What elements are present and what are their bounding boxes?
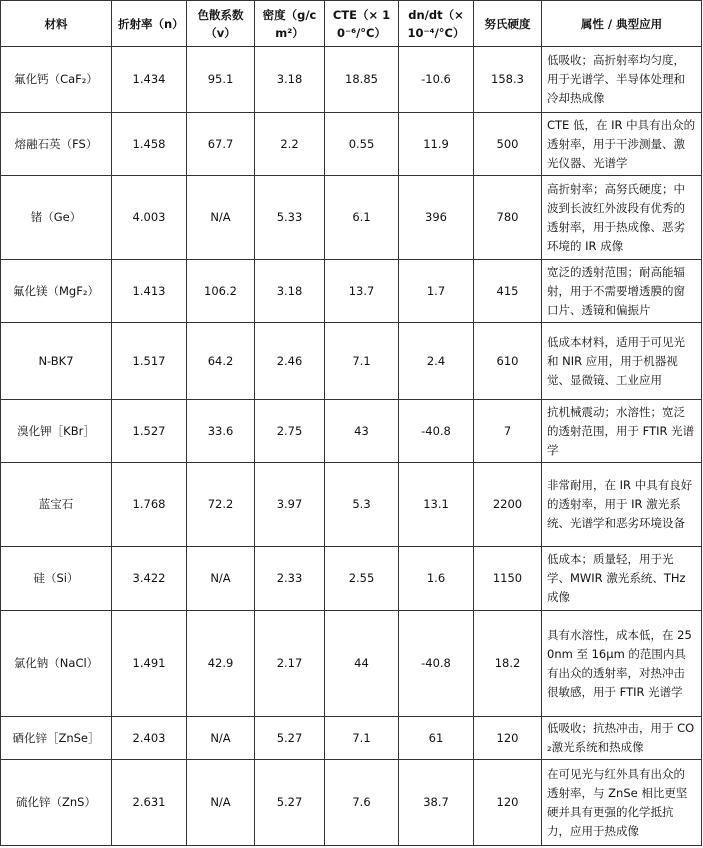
properties-cell: 低成本；质量轻，用于光学、MWIR 激光系统、THz 成像 — [542, 547, 702, 611]
cte-cell: 7.1 — [325, 323, 399, 400]
knoop-hardness-cell: 158.3 — [474, 47, 542, 113]
abbe-number-cell: 67.7 — [187, 113, 255, 176]
table-row — [1, 176, 702, 260]
dndt-cell: 13.1 — [399, 463, 474, 547]
dndt-cell: -40.8 — [399, 400, 474, 463]
refractive-index-cell: 1.517 — [112, 323, 187, 400]
header-density: 密度（g/cm²） — [255, 1, 325, 47]
knoop-hardness-cell: 120 — [474, 717, 542, 760]
properties-cell: 低吸收；高折射率均匀度，用于光谱学、半导体处理和冷却热成像 — [542, 47, 702, 113]
cte-cell: 0.55 — [325, 113, 399, 176]
density-cell: 5.33 — [255, 176, 325, 260]
refractive-index-cell: 2.403 — [112, 717, 187, 760]
refractive-index-cell: 2.631 — [112, 760, 187, 846]
properties-cell: 抗机械震动；水溶性；宽泛的透射范围，用于 FTIR 光谱学 — [542, 400, 702, 463]
table-row — [1, 717, 702, 760]
density-cell: 3.18 — [255, 47, 325, 113]
density-cell: 2.75 — [255, 400, 325, 463]
refractive-index-cell: 3.422 — [112, 547, 187, 611]
cte-cell: 13.7 — [325, 260, 399, 323]
abbe-number-cell: N/A — [187, 176, 255, 260]
cte-cell: 6.1 — [325, 176, 399, 260]
knoop-hardness-cell: 500 — [474, 113, 542, 176]
refractive-index-cell: 1.768 — [112, 463, 187, 547]
abbe-number-cell: N/A — [187, 760, 255, 846]
properties-cell: 非常耐用，在 IR 中具有良好的透射率，用于 IR 激光系统、光谱学和恶劣环境设备 — [542, 463, 702, 547]
refractive-index-cell: 1.527 — [112, 400, 187, 463]
abbe-number-cell: 95.1 — [187, 47, 255, 113]
refractive-index-cell: 1.458 — [112, 113, 187, 176]
dndt-cell: 396 — [399, 176, 474, 260]
header-material: 材料 — [1, 1, 112, 47]
table-row — [1, 547, 702, 611]
abbe-number-cell: 64.2 — [187, 323, 255, 400]
dndt-cell: 11.9 — [399, 113, 474, 176]
material-cell: 氟化钙（CaF₂） — [1, 47, 112, 113]
refractive-index-cell: 4.003 — [112, 176, 187, 260]
abbe-number-cell: N/A — [187, 547, 255, 611]
abbe-number-cell: 33.6 — [187, 400, 255, 463]
dndt-cell: -40.8 — [399, 611, 474, 717]
table-row — [1, 400, 702, 463]
table-row — [1, 323, 702, 400]
material-cell: 氟化镁（MgF₂） — [1, 260, 112, 323]
cte-cell: 5.3 — [325, 463, 399, 547]
cte-cell: 43 — [325, 400, 399, 463]
material-cell: 熔融石英（FS） — [1, 113, 112, 176]
density-cell: 2.17 — [255, 611, 325, 717]
header-row — [1, 1, 702, 47]
material-cell: 硫化锌（ZnS） — [1, 760, 112, 846]
cte-cell: 7.1 — [325, 717, 399, 760]
knoop-hardness-cell: 1150 — [474, 547, 542, 611]
header-knoop-hardness: 努氏硬度 — [474, 1, 542, 47]
knoop-hardness-cell: 610 — [474, 323, 542, 400]
table-row — [1, 113, 702, 176]
properties-cell: CTE 低，在 IR 中具有出众的透射率，用于干涉测量、激光仪器、光谱学 — [542, 113, 702, 176]
table-row — [1, 260, 702, 323]
refractive-index-cell: 1.434 — [112, 47, 187, 113]
table-row — [1, 47, 702, 113]
dndt-cell: 1.6 — [399, 547, 474, 611]
knoop-hardness-cell: 780 — [474, 176, 542, 260]
density-cell: 2.2 — [255, 113, 325, 176]
properties-cell: 在可见光与红外具有出众的透射率，与 ZnSe 相比更坚硬并具有更强的化学抵抗力，应用于热成像 — [542, 760, 702, 846]
properties-cell: 高折射率；高努氏硬度；中波到长波红外波段有优秀的透射率，用于热成像、恶劣环境的 IR 成像 — [542, 176, 702, 260]
properties-cell: 低成本材料，适用于可见光和 NIR 应用，用于机器视觉、显微镜、工业应用 — [542, 323, 702, 400]
abbe-number-cell: N/A — [187, 717, 255, 760]
density-cell: 3.18 — [255, 260, 325, 323]
cte-cell: 2.55 — [325, 547, 399, 611]
table-row — [1, 463, 702, 547]
refractive-index-cell: 1.491 — [112, 611, 187, 717]
cte-cell: 44 — [325, 611, 399, 717]
dndt-cell: 1.7 — [399, 260, 474, 323]
material-cell: 蓝宝石 — [1, 463, 112, 547]
dndt-cell: 2.4 — [399, 323, 474, 400]
cte-cell: 7.6 — [325, 760, 399, 846]
header-cte: CTE（× 10⁻⁶/°C） — [325, 1, 399, 47]
dndt-cell: 61 — [399, 717, 474, 760]
knoop-hardness-cell: 2200 — [474, 463, 542, 547]
abbe-number-cell: 72.2 — [187, 463, 255, 547]
knoop-hardness-cell: 7 — [474, 400, 542, 463]
header-properties: 属性 / 典型应用 — [542, 1, 702, 47]
dndt-cell: -10.6 — [399, 47, 474, 113]
refractive-index-cell: 1.413 — [112, 260, 187, 323]
abbe-number-cell: 106.2 — [187, 260, 255, 323]
knoop-hardness-cell: 415 — [474, 260, 542, 323]
material-cell: 硒化锌［ZnSe］ — [1, 717, 112, 760]
header-refractive-index: 折射率（n） — [112, 1, 187, 47]
material-cell: 硅（Si） — [1, 547, 112, 611]
material-cell: 溴化钾［KBr］ — [1, 400, 112, 463]
cte-cell: 18.85 — [325, 47, 399, 113]
abbe-number-cell: 42.9 — [187, 611, 255, 717]
knoop-hardness-cell: 120 — [474, 760, 542, 846]
header-abbe-number: 色散系数（v） — [187, 1, 255, 47]
material-cell: 锗（Ge） — [1, 176, 112, 260]
table-row — [1, 611, 702, 717]
dndt-cell: 38.7 — [399, 760, 474, 846]
table-row — [1, 760, 702, 846]
density-cell: 2.33 — [255, 547, 325, 611]
properties-cell: 低吸收；抗热冲击，用于 CO₂激光系统和热成像 — [542, 717, 702, 760]
density-cell: 5.27 — [255, 717, 325, 760]
material-cell: 氯化钠（NaCl） — [1, 611, 112, 717]
knoop-hardness-cell: 18.2 — [474, 611, 542, 717]
density-cell: 5.27 — [255, 760, 325, 846]
material-cell: N-BK7 — [1, 323, 112, 400]
density-cell: 3.97 — [255, 463, 325, 547]
properties-cell: 宽泛的透射范围；耐高能辐射，用于不需要增透膜的窗口片、透镜和偏振片 — [542, 260, 702, 323]
density-cell: 2.46 — [255, 323, 325, 400]
properties-cell: 具有水溶性，成本低，在 250nm 至 16μm 的范围内具有出众的透射率，对热冲击很敏感，用于 FTIR 光谱学 — [542, 611, 702, 717]
header-dndt: dn/dt（× 10⁻⁴/°C） — [399, 1, 474, 47]
